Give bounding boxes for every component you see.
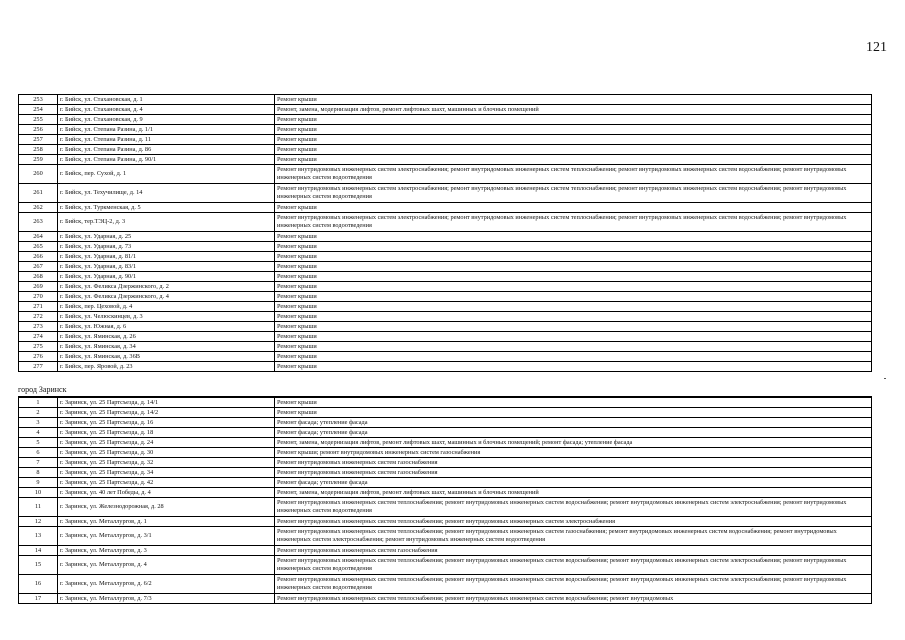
row-work-type: Ремонт, замена, модернизация лифтов, ремонт лифтовых шахт, машинных и блочных помещений; ремонт фасада; утепление фасада (275, 438, 872, 448)
table-row (19, 292, 872, 302)
row-number: 254 (19, 105, 58, 115)
row-number: 16 (19, 575, 58, 594)
row-address: г. Заринск, ул. Металлургов, д. 3 (58, 546, 275, 556)
row-address: г. Бийск, ул. Ударная, д. 25 (58, 232, 275, 242)
row-address: г. Заринск, ул. Металлургов, д. 3/1 (58, 527, 275, 546)
row-work-type: Ремонт фасада; утепление фасада (275, 418, 872, 428)
row-address: г. Бийск, ул. Степана Разина, д. 86 (58, 145, 275, 155)
row-number: 260 (19, 165, 58, 184)
row-work-type: Ремонт крыши (275, 282, 872, 292)
row-work-type: Ремонт фасада; утепление фасада (275, 478, 872, 488)
table-row (19, 517, 872, 527)
row-address: г. Заринск, ул. 25 Партсъезда, д. 24 (58, 438, 275, 448)
table-row (19, 184, 872, 203)
table-row (19, 428, 872, 438)
row-address: г. Заринск, ул. 40 лет Победы, д. 4 (58, 488, 275, 498)
row-address: г. Бийск, пер. Сухой, д. 1 (58, 165, 275, 184)
table-row (19, 272, 872, 282)
row-address: г. Бийск, ул. Ударная, д. 90/1 (58, 272, 275, 282)
row-number: 12 (19, 517, 58, 527)
page-number: 121 (866, 40, 887, 55)
row-work-type: Ремонт крыши (275, 302, 872, 312)
table-row (19, 352, 872, 362)
row-address: г. Бийск, ул. Яминская, д. 26 (58, 332, 275, 342)
row-number: 11 (19, 498, 58, 517)
row-number: 6 (19, 448, 58, 458)
row-address: г. Бийск, ул. Ударная, д. 83/1 (58, 262, 275, 272)
row-work-type: Ремонт фасада; утепление фасада (275, 428, 872, 438)
row-number: 272 (19, 312, 58, 322)
row-work-type: Ремонт внутридомовых инженерных систем теплоснабжения; ремонт внутридомовых инженерных систем водоснабжения; ремонт внутридомовых инженерных систем электроснабжения; ремонт внутридомовых инженерных систем водоотведения (275, 556, 872, 575)
table-row (19, 527, 872, 546)
row-address: г. Бийск, ул. Стахановская, д. 4 (58, 105, 275, 115)
row-address: г. Бийск, пер. Яровой, д. 23 (58, 362, 275, 372)
row-address: г. Заринск, ул. 25 Партсъезда, д. 14/1 (58, 398, 275, 408)
row-work-type: Ремонт крыши (275, 95, 872, 105)
table-row (19, 125, 872, 135)
row-number: 5 (19, 438, 58, 448)
row-number: 275 (19, 342, 58, 352)
row-work-type: Ремонт крыши (275, 292, 872, 302)
table-row (19, 302, 872, 312)
row-number: 264 (19, 232, 58, 242)
table-row (19, 556, 872, 575)
table-row (19, 232, 872, 242)
table-row (19, 438, 872, 448)
row-address: г. Заринск, ул. Железнодорожная, д. 28 (58, 498, 275, 517)
row-address: г. Бийск, ул. Южная, д. 6 (58, 322, 275, 332)
table-row (19, 478, 872, 488)
row-number: 256 (19, 125, 58, 135)
row-number: 255 (19, 115, 58, 125)
row-address: г. Заринск, ул. 25 Партсъезда, д. 30 (58, 448, 275, 458)
row-work-type: Ремонт, замена, модернизация лифтов, ремонт лифтовых шахт, машинных и блочных помещений (275, 488, 872, 498)
row-work-type: Ремонт крыши (275, 408, 872, 418)
row-number: 7 (19, 458, 58, 468)
row-work-type: Ремонт внутридомовых инженерных систем газоснабжения (275, 458, 872, 468)
row-number: 4 (19, 428, 58, 438)
table-row (19, 594, 872, 604)
row-number: 274 (19, 332, 58, 342)
row-address: г. Бийск, ул. Яминская, д. 34 (58, 342, 275, 352)
table-row (19, 398, 872, 408)
table-row (19, 322, 872, 332)
table-row (19, 546, 872, 556)
table-row (19, 242, 872, 252)
row-work-type: Ремонт крыши (275, 232, 872, 242)
row-work-type: Ремонт крыши (275, 322, 872, 332)
table-row (19, 488, 872, 498)
table-row (19, 155, 872, 165)
table-row (19, 498, 872, 517)
table-row (19, 95, 872, 105)
section-title: город Заринск (18, 384, 872, 397)
row-work-type: Ремонт крыши (275, 203, 872, 213)
row-address: г. Бийск, ул. Степана Разина, д. 1/1 (58, 125, 275, 135)
row-address: г. Бийск, ул. Ударная, д. 73 (58, 242, 275, 252)
table-row (19, 105, 872, 115)
row-address: г. Заринск, ул. Металлургов, д. 1 (58, 517, 275, 527)
works-table-zarinsk (18, 397, 872, 604)
row-number: 266 (19, 252, 58, 262)
row-work-type: Ремонт внутридомовых инженерных систем газоснабжения (275, 546, 872, 556)
table-row (19, 135, 872, 145)
table-row (19, 332, 872, 342)
row-address: г. Заринск, ул. 25 Партсъезда, д. 18 (58, 428, 275, 438)
row-address: г. Бийск, ул. Туркменская, д. 5 (58, 203, 275, 213)
row-number: 10 (19, 488, 58, 498)
row-work-type: Ремонт крыши (275, 135, 872, 145)
row-number: 270 (19, 292, 58, 302)
table-row (19, 468, 872, 478)
table-row (19, 575, 872, 594)
row-address: г. Бийск, ул. Стахановская, д. 9 (58, 115, 275, 125)
row-work-type: Ремонт крыши (275, 155, 872, 165)
row-number: 258 (19, 145, 58, 155)
row-work-type: Ремонт крыши (275, 352, 872, 362)
row-number: 15 (19, 556, 58, 575)
row-number: 268 (19, 272, 58, 282)
row-address: г. Бийск, ул. Феликса Дзержинского, д. 4 (58, 292, 275, 302)
row-work-type: Ремонт внутридомовых инженерных систем электроснабжения; ремонт внутридомовых инженерных систем теплоснабжения; ремонт внутридомовых инженерных систем водоснабжения; ремонт внутридомовых инженерных систем водоотведения (275, 213, 872, 232)
row-address: г. Бийск, ул. Яминская, д. 36В (58, 352, 275, 362)
table-row (19, 458, 872, 468)
table-row (19, 115, 872, 125)
row-address: г. Бийск, ул. Челюскинцев, д. 3 (58, 312, 275, 322)
row-address: г. Заринск, ул. Металлургов, д. 6/2 (58, 575, 275, 594)
table-row (19, 282, 872, 292)
scan-edge-mark (884, 378, 886, 379)
row-number: 17 (19, 594, 58, 604)
row-address: г. Бийск, ул. Стахановская, д. 1 (58, 95, 275, 105)
row-number: 257 (19, 135, 58, 145)
row-work-type: Ремонт крыши (275, 342, 872, 352)
section-header-table (18, 384, 872, 397)
row-work-type: Ремонт крыши (275, 262, 872, 272)
row-work-type: Ремонт крыши (275, 312, 872, 322)
row-work-type: Ремонт крыши (275, 125, 872, 135)
row-address: г. Бийск, ул. Феликса Дзержинского, д. 2 (58, 282, 275, 292)
row-work-type: Ремонт, замена, модернизация лифтов, ремонт лифтовых шахт, машинных и блочных помещений (275, 105, 872, 115)
row-number: 263 (19, 213, 58, 232)
row-address: г. Заринск, ул. Металлургов, д. 7/3 (58, 594, 275, 604)
row-work-type: Ремонт внутридомовых инженерных систем электроснабжения; ремонт внутридомовых инженерных систем теплоснабжения; ремонт внутридомовых инженерных систем водоснабжения; ремонт внутридомовых инженерных систем водоотведения (275, 184, 872, 203)
row-work-type: Ремонт крыши; ремонт внутридомовых инженерных систем газоснабжения (275, 448, 872, 458)
row-work-type: Ремонт крыши (275, 115, 872, 125)
row-number: 265 (19, 242, 58, 252)
row-number: 262 (19, 203, 58, 213)
row-work-type: Ремонт крыши (275, 398, 872, 408)
row-number: 13 (19, 527, 58, 546)
table-row (19, 408, 872, 418)
row-address: г. Бийск, ул. Степана Разина, д. 90/1 (58, 155, 275, 165)
table-row (19, 213, 872, 232)
row-number: 269 (19, 282, 58, 292)
row-number: 277 (19, 362, 58, 372)
row-number: 259 (19, 155, 58, 165)
table-row (19, 362, 872, 372)
row-work-type: Ремонт крыши (275, 362, 872, 372)
row-work-type: Ремонт внутридомовых инженерных систем теплоснабжения; ремонт внутридомовых инженерных систем газоснабжения; ремонт внутридомовых инженерных систем водоснабжения; ремонт внутридомовых инженерных систем электроснабжения; ремонт внутридомовых инженерных систем водоотведения (275, 527, 872, 546)
table-row (19, 418, 872, 428)
row-number: 1 (19, 398, 58, 408)
row-address: г. Заринск, ул. 25 Партсъезда, д. 42 (58, 478, 275, 488)
row-address: г. Бийск, ул. Техучилище, д. 14 (58, 184, 275, 203)
works-table-biysk (18, 94, 872, 372)
row-work-type: Ремонт крыши (275, 252, 872, 262)
table-row (19, 262, 872, 272)
row-address: г. Бийск, ул. Ударная, д. 81/1 (58, 252, 275, 262)
row-work-type: Ремонт крыши (275, 332, 872, 342)
row-number: 253 (19, 95, 58, 105)
row-number: 9 (19, 478, 58, 488)
table-row (19, 165, 872, 184)
table-row (19, 448, 872, 458)
row-work-type: Ремонт внутридомовых инженерных систем теплоснабжения; ремонт внутридомовых инженерных систем водоснабжения; ремонт внутридомовых инженерных систем электроснабжения; ремонт внутридомовых инженерных систем водоотведения (275, 498, 872, 517)
row-address: г. Заринск, ул. 25 Партсъезда, д. 32 (58, 458, 275, 468)
row-address: г. Заринск, ул. 25 Партсъезда, д. 34 (58, 468, 275, 478)
table-row (19, 342, 872, 352)
row-number: 2 (19, 408, 58, 418)
row-address: г. Бийск, ул. Степана Разина, д. 11 (58, 135, 275, 145)
row-work-type: Ремонт крыши (275, 145, 872, 155)
row-address: г. Заринск, ул. Металлургов, д. 4 (58, 556, 275, 575)
row-address: г. Заринск, ул. 25 Партсъезда, д. 14/2 (58, 408, 275, 418)
table-row (19, 252, 872, 262)
row-address: г. Бийск, пер. Цеховой, д. 4 (58, 302, 275, 312)
table-row (19, 312, 872, 322)
row-number: 261 (19, 184, 58, 203)
table-row (19, 145, 872, 155)
row-number: 276 (19, 352, 58, 362)
row-number: 273 (19, 322, 58, 332)
document-sheet (18, 94, 872, 604)
row-work-type: Ремонт внутридомовых инженерных систем электроснабжения; ремонт внутридомовых инженерных систем теплоснабжения; ремонт внутридомовых инженерных систем водоснабжения; ремонт внутридомовых инженерных систем водоотведения (275, 165, 872, 184)
row-address: г. Бийск, тер.ТЭЦ-2, д. 3 (58, 213, 275, 232)
row-number: 3 (19, 418, 58, 428)
row-work-type: Ремонт крыши (275, 272, 872, 282)
row-number: 8 (19, 468, 58, 478)
row-work-type: Ремонт внутридомовых инженерных систем газоснабжения (275, 468, 872, 478)
row-work-type: Ремонт внутридомовых инженерных систем теплоснабжения; ремонт внутридомовых инженерных систем водоснабжения; ремонт внутридомовых (275, 594, 872, 604)
row-number: 267 (19, 262, 58, 272)
table-row (19, 203, 872, 213)
row-work-type: Ремонт внутридомовых инженерных систем теплоснабжения; ремонт внутридомовых инженерных систем водоснабжения; ремонт внутридомовых инженерных систем электроснабжения; ремонт внутридомовых инженерных систем водоотведения (275, 575, 872, 594)
row-work-type: Ремонт внутридомовых инженерных систем теплоснабжения; ремонт внутридомовых инженерных систем электроснабжения (275, 517, 872, 527)
row-work-type: Ремонт крыши (275, 242, 872, 252)
row-number: 14 (19, 546, 58, 556)
row-number: 271 (19, 302, 58, 312)
row-address: г. Заринск, ул. 25 Партсъезда, д. 16 (58, 418, 275, 428)
